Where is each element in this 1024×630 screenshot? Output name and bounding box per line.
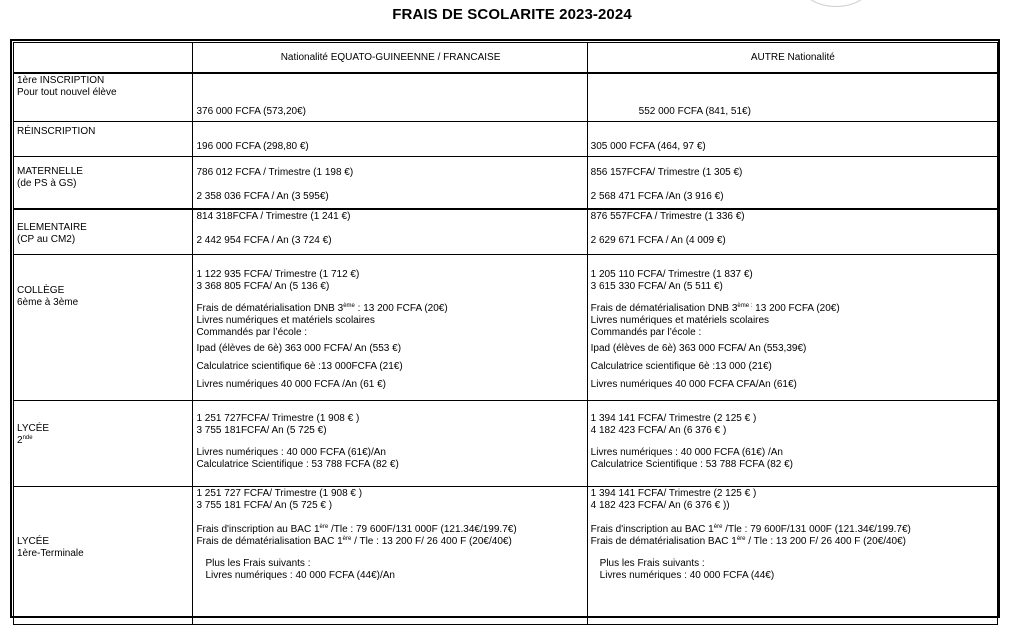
fees-table <box>13 42 998 625</box>
cell-eg-fr <box>193 156 587 209</box>
table-row-lycee-terminale <box>14 486 998 624</box>
row-label-title: RÉINSCRIPTION <box>17 125 96 137</box>
fee-annuel: 2 442 954 FCFA / An (3 724 €) <box>196 235 332 246</box>
fee-dnb: Frais de dématérialisation DNB $3^{ème :}$ 13 200 FCFA (20€) <box>590 302 840 314</box>
fee-extra-title: Plus les Frais suivants : <box>205 557 311 569</box>
fee-materials-subtitle: Commandés par l’école : <box>590 326 702 338</box>
cell-other <box>587 486 997 624</box>
fee-trimestre: 814 318FCFA / Trimestre (1 241 €) <box>196 211 351 222</box>
row-label <box>14 121 193 156</box>
fee-calculatrice: Calculatrice Scientifique : 53 788 FCFA (82 €) <box>196 458 399 470</box>
cell-eg-fr <box>193 254 587 400</box>
fee-livres: Livres numériques : 40 000 FCFA (61€)/An <box>196 446 386 458</box>
fee-value: 305 000 FCFA (464, 97 €) <box>590 140 706 152</box>
fee-trimestre: 1 394 141 FCFA/ Trimestre (2 125 € ) <box>590 487 757 499</box>
fee-materials-title: Livres numériques et matériels scolaires <box>196 314 375 326</box>
row-label-subtitle: 6ème à 3ème <box>17 296 79 308</box>
fee-trimestre: 1 251 727FCFA/ Trimestre (1 908 € ) <box>196 412 360 424</box>
row-label-title: ELEMENTAIRE <box>17 222 87 233</box>
cell-other <box>587 209 997 254</box>
row-label <box>14 209 193 254</box>
page-title: FRAIS DE SCOLARITE 2023-2024 <box>392 6 632 23</box>
fee-calculatrice: Calculatrice scientifique 6è :13 000FCFA (21€) <box>196 360 403 372</box>
fee-materials-title: Livres numériques et matériels scolaires <box>590 314 770 326</box>
table-header-row <box>14 43 998 74</box>
fee-livres: Livres numériques : 40 000 FCFA (44€) <box>599 569 775 581</box>
row-label <box>14 73 193 121</box>
cell-other <box>587 156 997 209</box>
cell-other <box>587 121 997 156</box>
fee-trimestre: 1 251 727 FCFA/ Trimestre (1 908 € ) <box>196 487 363 499</box>
fee-value: 196 000 FCFA (298,80 €) <box>196 140 309 152</box>
row-label <box>14 254 193 400</box>
table-row-college <box>14 254 998 400</box>
header-empty-cell <box>14 43 193 74</box>
fee-calculatrice: Calculatrice Scientifique : 53 788 FCFA (82 €) <box>590 458 793 470</box>
fee-annuel: 2 629 671 FCFA / An (4 009 €) <box>590 235 726 246</box>
table-row-lycee-2nde <box>14 400 998 486</box>
table-row-inscription <box>14 73 998 121</box>
fee-trimestre: 1 122 935 FCFA/ Trimestre (1 712 €) <box>196 268 360 280</box>
table-row-maternelle <box>14 156 998 209</box>
row-label-subtitle: 1ère-Terminale <box>17 547 84 559</box>
row-label-subtitle: (de PS à GS) <box>17 177 77 189</box>
cell-other <box>587 73 997 121</box>
fee-value: 376 000 FCFA (573,20€) <box>196 105 306 117</box>
fee-bac-inscription: Frais d'inscription au BAC 1ère /Tle : 79 600F/131 000F (121.34€/199.7€) <box>196 523 517 535</box>
fee-trimestre: 856 157FCFA/ Trimestre (1 305 €) <box>590 166 743 178</box>
fee-bac-inscription: Frais d'inscription au BAC 1ère /Tle : 79 600F/131 000F (121.34€/199.7€) <box>590 523 911 535</box>
fee-extra-title: Plus les Frais suivants : <box>599 557 705 569</box>
fee-calculatrice: Calculatrice scientifique 6è :13 000 (21€) <box>590 360 772 372</box>
fee-annuel: 3 368 805 FCFA/ An (5 136 €) <box>196 280 330 292</box>
cell-eg-fr <box>193 486 587 624</box>
fee-livres: Livres numériques : 40 000 FCFA (61€) /An <box>590 446 783 458</box>
fee-dnb: Frais de dématérialisation DNB 3ème : 13 200 FCFA (20€) <box>196 302 448 314</box>
fee-trimestre: 786 012 FCFA / Trimestre (1 198 €) <box>196 166 354 178</box>
cell-eg-fr <box>193 121 587 156</box>
fee-annuel: 2 358 036 FCFA / An (3 595€) <box>196 190 329 202</box>
row-label-subtitle: (CP au CM2) <box>17 234 76 245</box>
fee-annuel: 4 182 423 FCFA/ An (6 376 € )) <box>590 499 730 511</box>
fee-annuel: 2 568 471 FCFA /An (3 916 €) <box>590 190 724 202</box>
row-label-subtitle: 2nde <box>17 434 33 446</box>
table-row-reinscription <box>14 121 998 156</box>
fee-annuel: 3 615 330 FCFA/ An (5 511 €) <box>590 280 723 292</box>
row-label-title: COLLÈGE <box>17 284 65 296</box>
fee-materials-subtitle: Commandés par l’école : <box>196 326 308 338</box>
fee-annuel: 4 182 423 FCFA/ An (6 376 € ) <box>590 424 727 436</box>
row-label-title: 1ère INSCRIPTION <box>17 75 105 86</box>
fee-bac-dematerialisation: Frais de dématérialisation BAC 1ère / Tle : 13 200 F/ 26 400 F (20€/40€) <box>196 535 512 547</box>
fee-value: 552 000 FCFA (841, 51€) <box>638 105 751 117</box>
cell-eg-fr <box>193 400 587 486</box>
header-nationality-eg-fr: Nationalité EQUATO-GUINEENNE / FRANCAISE <box>193 43 587 74</box>
fee-ipad: Ipad (élèves de 6è) 363 000 FCFA/ An (553 €) <box>196 342 402 354</box>
cell-other <box>587 400 997 486</box>
cell-eg-fr <box>193 73 587 121</box>
fee-livres: Livres numériques : 40 000 FCFA (44€)/An <box>205 569 395 581</box>
row-label-title: MATERNELLE <box>17 165 83 177</box>
row-label-title: LYCÉE <box>17 535 50 547</box>
fee-livres: Livres numériques 40 000 FCFA CFA/An (61€) <box>590 378 797 390</box>
fee-livres: Livres numériques 40 000 FCFA /An (61 €) <box>196 378 386 390</box>
cell-eg-fr <box>193 209 587 254</box>
fee-trimestre: 1 394 141 FCFA/ Trimestre (2 125 € ) <box>590 412 757 424</box>
fee-trimestre: 876 557FCFA / Trimestre (1 336 €) <box>590 211 745 222</box>
fee-bac-dematerialisation: Frais de dématérialisation BAC 1ère / Tle : 13 200 F/ 26 400 F (20€/40€) <box>590 535 906 547</box>
row-label <box>14 486 193 624</box>
row-label-title: LYCÉE <box>17 422 50 434</box>
fee-annuel: 3 755 181FCFA/ An (5 725 €) <box>196 424 327 436</box>
header-other-nationality: AUTRE Nationalité <box>587 43 997 74</box>
cell-other <box>587 254 997 400</box>
row-label <box>14 156 193 209</box>
fee-annuel: 3 755 181 FCFA/ An (5 725 € ) <box>196 499 333 511</box>
fee-ipad: Ipad (élèves de 6è) 363 000 FCFA/ An (553,39€) <box>590 342 807 354</box>
table-row-elementaire <box>14 209 998 254</box>
row-label <box>14 400 193 486</box>
fee-trimestre: 1 205 110 FCFA/ Trimestre (1 837 €) <box>590 268 753 280</box>
row-label-subtitle: Pour tout nouvel élève <box>17 87 117 98</box>
